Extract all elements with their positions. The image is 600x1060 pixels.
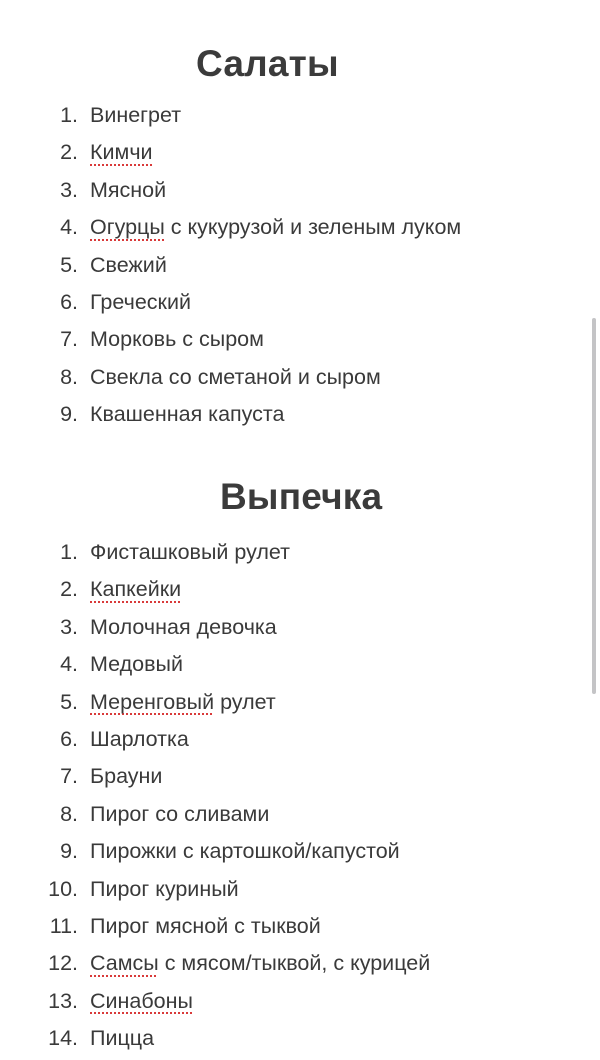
section-heading-bakery: Выпечка	[220, 476, 383, 517]
list-item[interactable]	[0, 945, 600, 982]
list-item[interactable]	[0, 134, 600, 171]
list-item-plain-text: Брауни	[90, 764, 163, 789]
list-item-number: 6.	[60, 289, 78, 314]
list-item-plain-text: Молочная девочка	[90, 614, 277, 639]
list-item-number: 5.	[60, 689, 78, 714]
list-item-number: 9.	[60, 402, 78, 427]
list-item-number: 5.	[60, 252, 78, 277]
list-item-text	[90, 908, 321, 945]
list-item-number: 8.	[60, 364, 78, 389]
list-item-number: 11.	[49, 913, 78, 938]
section-bakery	[0, 473, 600, 1057]
list-item-number: 3.	[60, 614, 78, 639]
list-item-number: 9.	[60, 839, 78, 864]
section-salads	[0, 40, 600, 434]
list-item-plain-text: Морковь с сыром	[90, 327, 264, 352]
list-item[interactable]	[0, 758, 600, 795]
list-item-text	[90, 321, 264, 358]
list-item-text	[90, 945, 430, 982]
list-item-text	[90, 571, 181, 608]
list-item[interactable]	[0, 871, 600, 908]
bakery-list	[0, 534, 600, 1057]
list-item-text	[90, 871, 239, 908]
list-item[interactable]	[0, 396, 600, 433]
list-item-plain-text: Пирог куриный	[90, 876, 239, 901]
list-item-plain-text: Фисташковый рулет	[90, 540, 291, 564]
section-heading-salads: Салаты	[196, 43, 339, 84]
list-item-text	[90, 134, 153, 171]
list-item-number: 7.	[60, 764, 78, 789]
list-item-number: 4.	[60, 215, 78, 240]
list-item-number: 6.	[60, 726, 78, 751]
list-item[interactable]	[0, 571, 600, 608]
list-item-number: 4.	[60, 652, 78, 677]
list-item-text	[90, 833, 400, 870]
list-item-number: 10.	[48, 876, 78, 901]
list-item[interactable]	[0, 684, 600, 721]
list-item-number: 14.	[48, 1026, 78, 1051]
list-item[interactable]	[0, 983, 600, 1020]
list-item-plain-text: Пицца	[90, 1026, 155, 1051]
list-item[interactable]	[0, 209, 600, 246]
list-item-plain-text: Пирог мясной с тыквой	[90, 913, 321, 938]
list-item[interactable]	[0, 646, 600, 683]
list-item-rest-text: рулет	[214, 689, 276, 714]
list-item-text	[90, 534, 290, 571]
list-item[interactable]	[0, 534, 600, 571]
list-item-text	[90, 758, 162, 795]
list-item-plain-text: Пирог со сливами	[90, 801, 270, 826]
salads-list	[0, 97, 600, 434]
list-item-text	[90, 284, 191, 321]
list-item-number: 12.	[48, 951, 78, 976]
list-item-plain-text: Мясной	[90, 177, 167, 202]
list-item-plain-text: Пирожки с картошкой/капустой	[90, 839, 400, 864]
list-item[interactable]	[0, 97, 600, 134]
spellcheck-flagged-word[interactable]: Самсы	[90, 951, 159, 976]
list-item-text	[90, 247, 167, 284]
spellcheck-flagged-word[interactable]: Синабоны	[90, 988, 193, 1013]
spellcheck-flagged-word[interactable]: Меренговый	[90, 689, 215, 714]
list-item-text	[90, 646, 183, 683]
list-item-text	[90, 983, 193, 1020]
list-item[interactable]	[0, 321, 600, 358]
list-item-plain-text: Греческий	[90, 289, 191, 314]
list-item-text	[90, 1020, 154, 1057]
list-item[interactable]	[0, 833, 600, 870]
list-item-rest-text: с кукурузой и зеленым луком	[164, 215, 462, 240]
list-item-text	[90, 796, 269, 833]
list-item-plain-text: Квашенная капуста	[90, 402, 285, 427]
list-item-number: 13.	[48, 988, 78, 1013]
list-item-number: 2.	[60, 140, 78, 165]
list-item-plain-text: Свежий	[90, 252, 167, 277]
list-item-number: 3.	[60, 177, 78, 202]
list-item-rest-text: с мясом/тыквой, с курицей	[158, 951, 431, 976]
list-item[interactable]	[0, 247, 600, 284]
spellcheck-flagged-word[interactable]: Капкейки	[90, 577, 182, 602]
list-item-plain-text: Винегрет	[90, 103, 182, 127]
list-item-number: 8.	[60, 801, 78, 826]
list-item-text	[90, 609, 277, 646]
list-item[interactable]	[0, 796, 600, 833]
vertical-scrollbar[interactable]	[592, 318, 596, 694]
list-item-text	[90, 396, 285, 433]
list-item[interactable]	[0, 359, 600, 396]
list-item-number: 1.	[60, 540, 78, 564]
list-item-plain-text: Медовый	[90, 652, 184, 677]
list-item[interactable]	[0, 609, 600, 646]
list-item[interactable]	[0, 172, 600, 209]
spellcheck-flagged-word[interactable]: Кимчи	[90, 140, 153, 165]
list-item-number: 7.	[60, 327, 78, 352]
list-item-number: 1.	[60, 103, 78, 127]
list-item-text	[90, 209, 461, 246]
list-item-text	[90, 172, 166, 209]
list-item[interactable]	[0, 1020, 600, 1057]
list-item-plain-text: Свекла со сметаной и сыром	[90, 364, 381, 389]
list-item-text	[90, 721, 189, 758]
list-item[interactable]	[0, 721, 600, 758]
list-item-plain-text: Шарлотка	[90, 726, 189, 751]
list-item[interactable]	[0, 284, 600, 321]
list-item-number: 2.	[60, 577, 78, 602]
list-item-text	[90, 359, 381, 396]
spellcheck-flagged-word[interactable]: Огурцы	[90, 215, 165, 240]
list-item-text	[90, 684, 276, 721]
list-item[interactable]	[0, 908, 600, 945]
list-item-text	[90, 97, 181, 134]
